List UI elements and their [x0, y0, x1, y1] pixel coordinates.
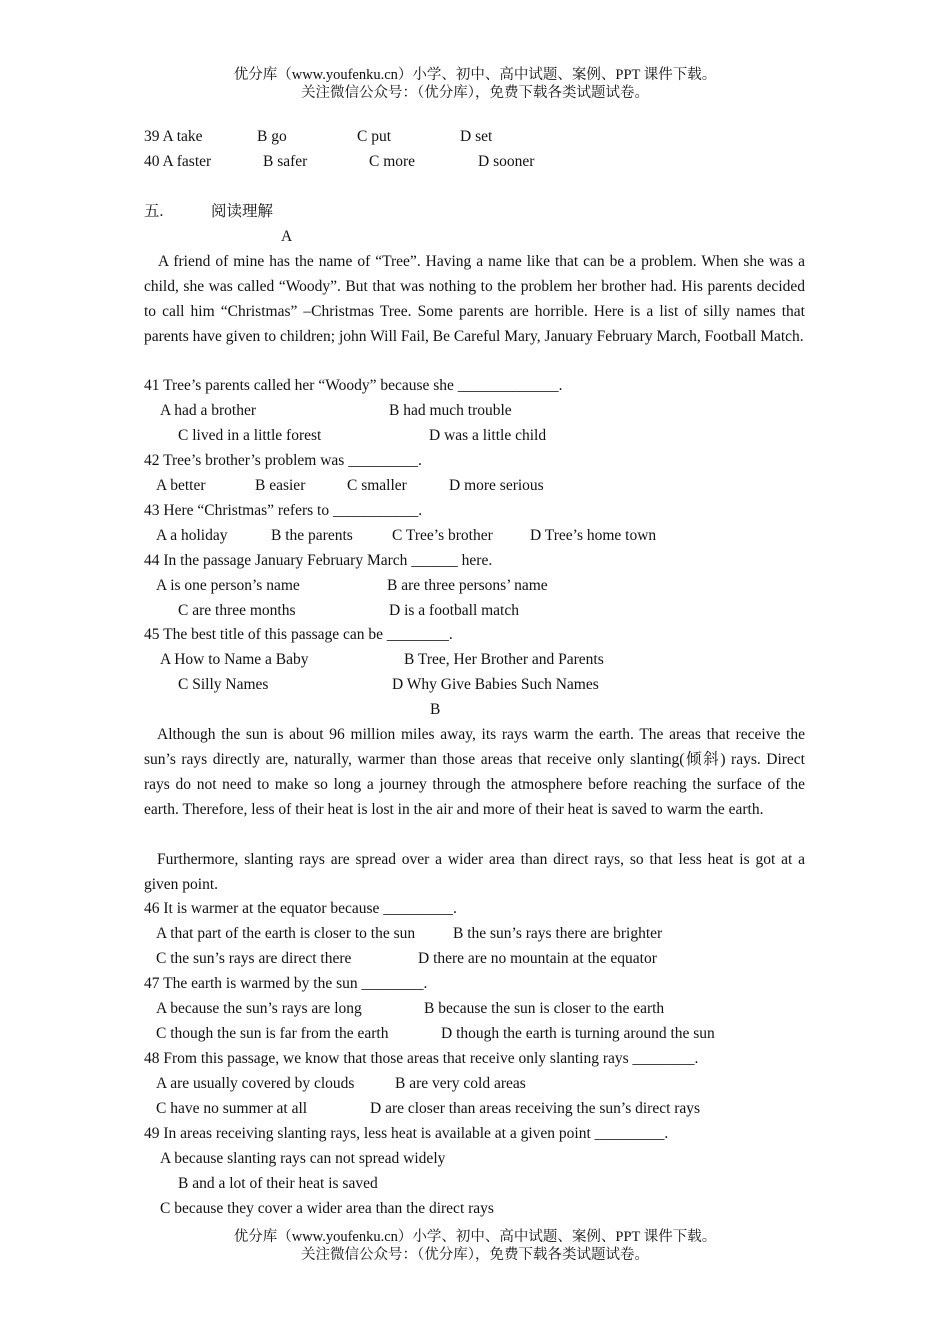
q44-option-d: D is a football match: [389, 602, 519, 619]
question-48: 48 From this passage, we know that those areas that receive only slanting rays ________.: [144, 1050, 699, 1067]
q45-option-a: A How to Name a Baby: [160, 651, 309, 668]
q48-option-b: B are very cold areas: [395, 1075, 526, 1092]
q49-option-a: A because slanting rays can not spread widely: [160, 1150, 446, 1167]
q45-option-b: B Tree, Her Brother and Parents: [404, 651, 604, 668]
q41-option-a: A had a brother: [160, 402, 256, 419]
q47-option-d: D though the earth is turning around the sun: [441, 1025, 715, 1042]
q48-option-c: C have no summer at all: [156, 1100, 308, 1117]
cloze-40-option-d: D sooner: [478, 153, 535, 170]
q41-option-c: C lived in a little forest: [178, 427, 322, 444]
q44-option-c: C are three months: [178, 602, 296, 619]
cloze-39-option-b: B go: [257, 128, 287, 145]
q42-option-a: A better: [156, 477, 206, 494]
cloze-40-option-b: B safer: [263, 153, 308, 170]
q48-option-d: D are closer than areas receiving the sun’s direct rays: [370, 1100, 701, 1117]
question-46: 46 It is warmer at the equator because _________.: [144, 900, 457, 917]
footer-line-1: 优分库（www.youfenku.cn）小学、初中、高中试题、案例、PPT 课件下载。: [233, 1229, 717, 1245]
q49-option-c: C because they cover a wider area than the direct rays: [160, 1200, 494, 1217]
q49-option-b: B and a lot of their heat is saved: [178, 1175, 378, 1192]
q46-option-c: C the sun’s rays are direct there: [156, 950, 352, 967]
q42-option-c: C smaller: [347, 477, 407, 494]
page-footer: [0, 1228, 950, 1264]
passage-a-label: A: [281, 228, 293, 245]
cloze-39-number-a: 39 A take: [144, 128, 203, 145]
cloze-40-number-a: 40 A faster: [144, 153, 212, 170]
cloze-39-option-c: C put: [357, 128, 392, 145]
passage-b-label: B: [430, 701, 441, 718]
header-line-1: 优分库（www.youfenku.cn）小学、初中、高中试题、案例、PPT 课件下载。: [233, 67, 717, 83]
footer-line-2: 关注微信公众号：（优分库），免费下载各类试题试卷。: [301, 1247, 649, 1263]
q46-option-b: B the sun’s rays there are brighter: [453, 925, 663, 942]
q41-option-b: B had much trouble: [389, 402, 512, 419]
question-42: 42 Tree’s brother’s problem was _________.: [144, 452, 422, 469]
q46-option-a: A that part of the earth is closer to the sun: [156, 925, 416, 942]
question-45: 45 The best title of this passage can be ________.: [144, 626, 453, 643]
cloze-39-option-d: D set: [460, 128, 493, 145]
question-41: 41 Tree’s parents called her “Woody” because she _____________.: [144, 377, 563, 394]
passage-b-paragraph-1: Although the sun is about 96 million miles away, its rays warm the earth. The areas that receive the sun’s rays directly are, naturally, warmer than those areas that receive only slanting(倾斜) rays. Direct rays do not need to make so long a journey through the atmosphere before reaching the surface of the earth. Therefore, less of their heat is lost in the air and more of their heat is saved to warm the earth.: [144, 726, 805, 818]
q45-option-d: D Why Give Babies Such Names: [392, 676, 599, 693]
q47-option-a: A because the sun’s rays are long: [156, 1000, 362, 1017]
q45-option-c: C Silly Names: [178, 676, 269, 693]
q48-option-a: A are usually covered by clouds: [156, 1075, 355, 1092]
section-number: 五.: [144, 203, 164, 220]
q47-option-c: C though the sun is far from the earth: [156, 1025, 389, 1042]
question-49: 49 In areas receiving slanting rays, less heat is available at a given point _________.: [144, 1125, 669, 1142]
q44-option-b: B are three persons’ name: [387, 577, 548, 594]
question-44: 44 In the passage January February March ______ here.: [144, 552, 493, 569]
q42-option-d: D more serious: [449, 477, 544, 494]
q44-option-a: A is one person’s name: [156, 577, 300, 594]
passage-a-text: A friend of mine has the name of “Tree”. Having a name like that can be a problem. When she was a child, she was called “Woody”. But that was nothing to the problem her brother had. His parents decided to call him “Christmas” –Christmas Tree. Some parents are horrible. Here is a list of silly names that parents have given to children; john Will Fail, Be Careful Mary, January February March, Football Match.: [144, 253, 805, 345]
section-title: 阅读理解: [211, 203, 274, 220]
q47-option-b: B because the sun is closer to the earth: [424, 1000, 665, 1017]
header-line-2: 关注微信公众号：（优分库），免费下载各类试题试卷。: [301, 85, 649, 101]
q43-option-d: D Tree’s home town: [530, 527, 657, 544]
q42-option-b: B easier: [255, 477, 306, 494]
passage-b-paragraph-2: Furthermore, slanting rays are spread over a wider area than direct rays, so that less heat is got at a given point.: [144, 851, 805, 893]
page-header: [0, 66, 950, 102]
q41-option-d: D was a little child: [429, 427, 547, 444]
cloze-40-option-c: C more: [369, 153, 416, 170]
q46-option-d: D there are no mountain at the equator: [418, 950, 657, 967]
question-43: 43 Here “Christmas” refers to ___________.: [144, 502, 423, 519]
question-47: 47 The earth is warmed by the sun ________.: [144, 975, 428, 992]
q43-option-b: B the parents: [271, 527, 353, 544]
q43-option-c: C Tree’s brother: [392, 527, 493, 544]
q43-option-a: A a holiday: [156, 527, 228, 544]
